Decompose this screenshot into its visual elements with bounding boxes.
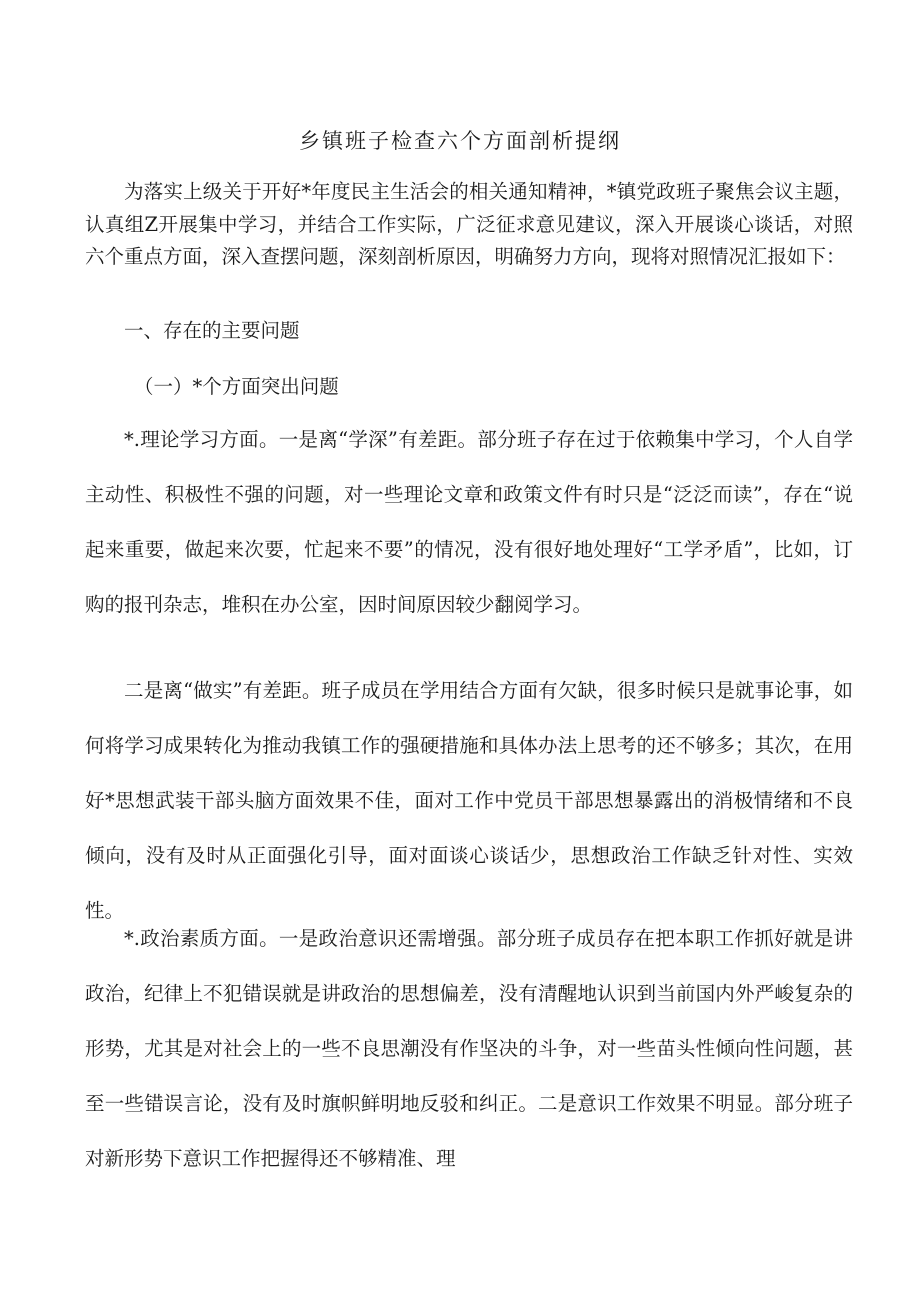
body-paragraph-theory-study: *.理论学习方面。一是离“学深”有差距。部分班子存在过于依赖集中学习，个人自学主动性、积极性不强的问题，对一些理论文章和政策文件有时只是“泛泛而读”，存在“说起来重要，做起来次要，忙起来不要”的情况，没有很好地处理好“工学矛盾”，比如，订购的报刊杂志，堆积在办公室，因时间原因较少翻阅学习。 — [85, 428, 853, 616]
document-title: 乡镇班子检查六个方面剖析提纲 — [299, 129, 621, 153]
section-heading: 一、存在的主要问题 — [124, 319, 300, 342]
subsection-heading: （一）*个方面突出问题 — [134, 375, 339, 398]
intro-paragraph: 为落实上级关于开好*年度民主生活会的相关通知精神，*镇党政班子聚焦会议主题，认真组Z开展集中学习，并结合工作实际，广泛征求意见建议，深入开展谈心谈话，对照六个重点方面，深入查摆问题，深刻剖析原因，明确努力方向，现将对照情况汇报如下： — [85, 180, 853, 268]
body-paragraph-political-quality: *.政治素质方面。一是政治意识还需增强。部分班子成员存在把本职工作抓好就是讲政治，纪律上不犯错误就是讲政治的思想偏差，没有清醒地认识到当前国内外严峻复杂的形势，尤其是对社会上的一些不良思潮没有作坚决的斗争，对一些苗头性倾向性问题，甚至一些错误言论，没有及时旗帜鲜明地反驳和纠正。二是意识工作效果不明显。部分班子对新形势下意识工作把握得还不够精准、理 — [85, 927, 853, 1170]
body-paragraph-practice: 二是离“做实”有差距。班子成员在学用结合方面有欠缺，很多时候只是就事论事，如何将学习成果转化为推动我镇工作的强硬措施和具体办法上思考的还不够多；其次，在用好*思想武装干部头脑方面效果不佳，面对工作中党员干部思想暴露出的消极情绪和不良倾向，没有及时从正面强化引导，面对面谈心谈话少，思想政治工作缺乏针对性、实效性。 — [85, 679, 853, 922]
